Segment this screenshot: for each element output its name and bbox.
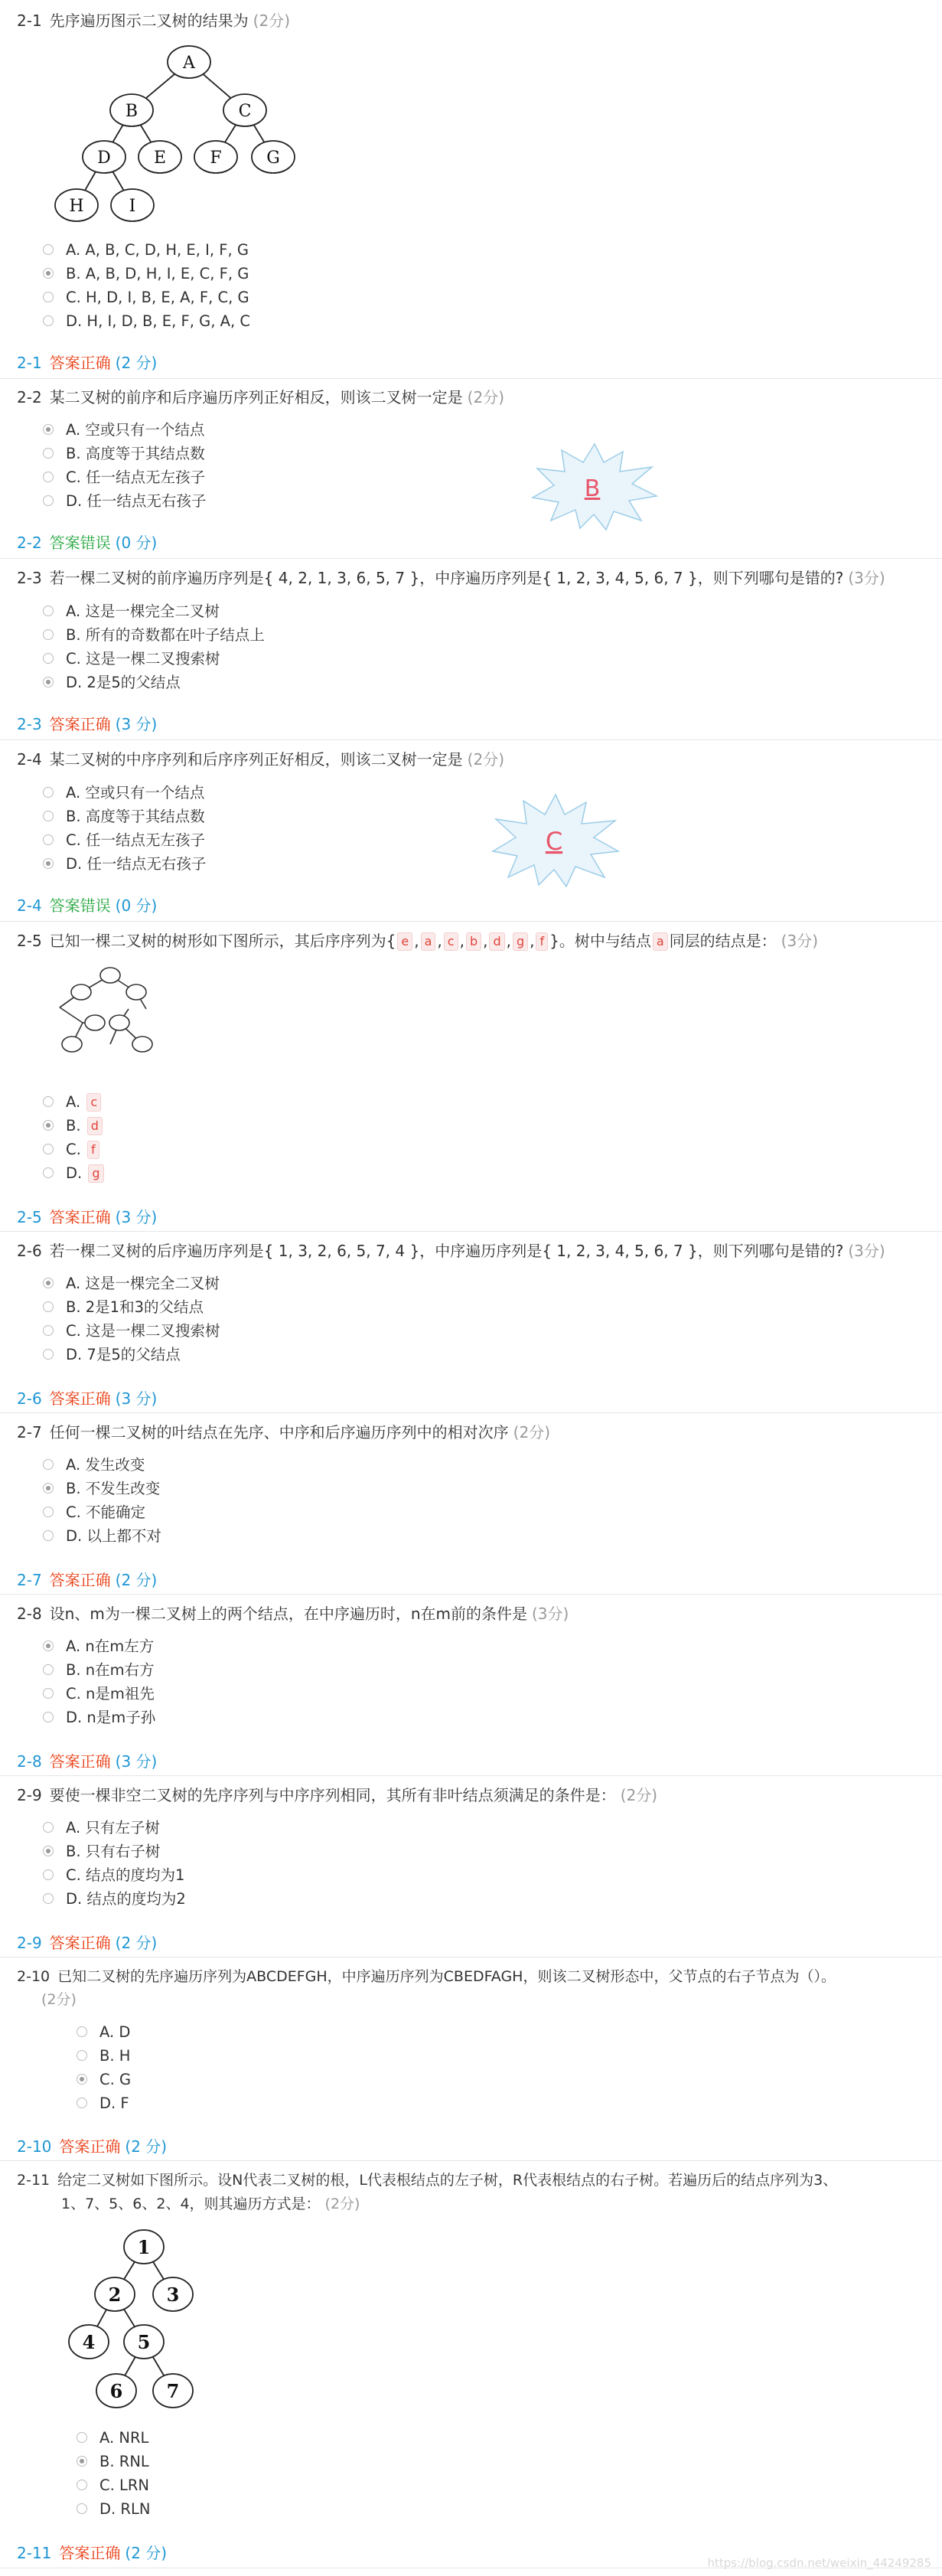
tree-node: I bbox=[129, 197, 136, 216]
option-label: C. 任一结点无左孩子 bbox=[66, 469, 206, 486]
question-number: 2-7 bbox=[17, 1423, 42, 1441]
radio-button[interactable] bbox=[43, 834, 54, 845]
option-label: C. 这是一棵二叉搜索树 bbox=[66, 1322, 220, 1340]
question-text: 给定二叉树如下图所示。设N代表二叉树的根，L代表根结点的左子树，R代表根结点的右子树。若遍历后的结点序列为3、 bbox=[57, 2172, 838, 2189]
code-token: g bbox=[513, 932, 528, 951]
option-d[interactable] bbox=[66, 1344, 181, 1366]
option-b[interactable] bbox=[99, 2450, 149, 2473]
radio-button[interactable] bbox=[43, 1869, 54, 1880]
radio-button[interactable] bbox=[77, 2098, 87, 2108]
radio-button[interactable] bbox=[43, 1641, 54, 1651]
question-number: 2-10 bbox=[17, 1968, 51, 1985]
answer-number: 2-9 bbox=[17, 1934, 42, 1952]
option-b[interactable] bbox=[66, 1115, 104, 1138]
answer-points: (2 分) bbox=[125, 2137, 168, 2156]
question-2-5: 2-5 已知一棵二叉树的树形如下图所示，其后序序列为{ e , a , c , b , d , g , f }。树中与结点 a 同层的结点是： (3分) bbox=[17, 929, 927, 952]
option-a[interactable] bbox=[66, 1817, 160, 1840]
option-d[interactable] bbox=[66, 490, 206, 513]
question-points: (2分) bbox=[41, 1991, 77, 2008]
option-b[interactable] bbox=[66, 1840, 160, 1863]
divider bbox=[0, 1412, 942, 1413]
option-b[interactable] bbox=[66, 624, 265, 647]
question-2-3 bbox=[17, 566, 927, 589]
option-label: A. D bbox=[99, 2023, 131, 2041]
question-text: 已知二叉树的先序遍历序列为ABCDEFGH，中序遍历序列为CBEDFAGH，则该二叉树形态中，父节点的右子节点为（）。 bbox=[57, 1968, 836, 1985]
question-text: 1、7、5、6、2、4，则其遍历方式是： bbox=[61, 2196, 321, 2212]
radio-button[interactable] bbox=[43, 472, 54, 482]
option-d[interactable] bbox=[66, 1525, 161, 1548]
radio-button[interactable] bbox=[43, 424, 54, 435]
answer-result bbox=[17, 1931, 157, 1954]
option-d[interactable] bbox=[66, 1162, 106, 1185]
radio-button[interactable] bbox=[43, 1278, 54, 1288]
question-number: 2-2 bbox=[17, 388, 42, 406]
answer-number: 2-4 bbox=[17, 896, 42, 915]
question-text: 若一棵二叉树的前序遍历序列是{ 4, 2, 1, 3, 6, 5, 7 }，中序遍历序列是{ 1, 2, 3, 4, 5, 6, 7 }，则下列哪句是错的? bbox=[49, 569, 844, 587]
radio-button[interactable] bbox=[43, 315, 54, 326]
radio-button[interactable] bbox=[43, 1688, 54, 1699]
answer-result bbox=[17, 894, 157, 917]
option-b[interactable] bbox=[66, 442, 205, 465]
answer-points: (2 分) bbox=[115, 1934, 158, 1952]
tree-node: D bbox=[97, 149, 111, 168]
radio-button[interactable] bbox=[43, 1507, 54, 1517]
answer-result bbox=[17, 2542, 167, 2565]
radio-button[interactable] bbox=[43, 1664, 54, 1675]
option-a[interactable] bbox=[66, 1091, 103, 1114]
option-d[interactable] bbox=[66, 671, 181, 694]
answer-number: 2-6 bbox=[17, 1389, 42, 1408]
option-label: B. 2是1和3的父结点 bbox=[66, 1298, 204, 1316]
answer-points: (3 分) bbox=[115, 1752, 158, 1771]
tree-diagram-abc bbox=[46, 40, 306, 230]
radio-button[interactable] bbox=[43, 268, 54, 279]
starburst-annotation bbox=[530, 441, 660, 531]
option-c[interactable] bbox=[66, 1501, 145, 1524]
option-d[interactable] bbox=[66, 853, 206, 876]
question-text: 先序遍历图示二叉树的结果为 bbox=[49, 11, 249, 30]
answer-points: (2 分) bbox=[115, 354, 158, 372]
option-label: A. 这是一棵完全二叉树 bbox=[66, 1275, 220, 1292]
tree-node: E bbox=[153, 149, 167, 168]
option-label: C. 结点的度均为1 bbox=[66, 1866, 185, 1884]
option-label: D. 2是5的父结点 bbox=[66, 674, 181, 691]
radio-button[interactable] bbox=[43, 1483, 54, 1494]
code-token: f bbox=[536, 932, 548, 951]
tree-diagram-numbers bbox=[61, 2224, 214, 2421]
option-label: C. 这是一棵二叉搜索树 bbox=[66, 650, 220, 668]
question-text: 某二叉树的中序序列和后序序列正好相反，则该二叉树一定是 bbox=[49, 750, 463, 769]
option-a[interactable] bbox=[66, 782, 204, 805]
radio-button[interactable] bbox=[43, 629, 54, 640]
option-label: B. 高度等于其结点数 bbox=[66, 808, 205, 825]
radio-button[interactable] bbox=[77, 2432, 87, 2443]
starburst-annotation bbox=[490, 792, 621, 888]
tree-node: 5 bbox=[137, 2331, 151, 2353]
divider bbox=[0, 1775, 942, 1776]
code-token: e bbox=[397, 932, 412, 951]
question-2-6 bbox=[17, 1239, 927, 1262]
option-b[interactable] bbox=[66, 805, 205, 828]
question-number: 2-9 bbox=[17, 1786, 42, 1804]
option-c[interactable] bbox=[66, 286, 249, 309]
radio-button[interactable] bbox=[43, 1846, 54, 1856]
question-points: (2分) bbox=[513, 1423, 551, 1441]
radio-button[interactable] bbox=[77, 2503, 87, 2514]
option-label: D. bbox=[66, 1164, 83, 1182]
option-label: C. 不能确定 bbox=[66, 1503, 146, 1521]
code-token: d bbox=[489, 932, 504, 951]
option-label: A. NRL bbox=[99, 2429, 149, 2447]
option-label: A. 只有左子树 bbox=[66, 1819, 160, 1837]
question-number: 2-1 bbox=[17, 11, 42, 30]
answer-status: 答案正确 bbox=[49, 1934, 111, 1952]
option-d[interactable] bbox=[66, 1706, 155, 1729]
question-number: 2-11 bbox=[17, 2172, 51, 2189]
option-c[interactable] bbox=[66, 1864, 184, 1887]
radio-button[interactable] bbox=[43, 1459, 54, 1470]
radio-button[interactable] bbox=[77, 2050, 87, 2061]
option-label: B. A, B, D, H, I, E, C, F, G bbox=[66, 265, 249, 282]
code-token: c bbox=[86, 1093, 101, 1112]
answer-status: 答案错误 bbox=[49, 534, 111, 552]
tree-node: A bbox=[183, 54, 195, 73]
option-a[interactable] bbox=[99, 2427, 148, 2450]
option-a[interactable] bbox=[66, 600, 220, 623]
tree-node: H bbox=[69, 197, 84, 216]
answer-points: (3 分) bbox=[115, 1208, 158, 1226]
radio-button[interactable] bbox=[43, 1301, 54, 1312]
radio-button[interactable] bbox=[43, 858, 54, 869]
radio-button[interactable] bbox=[43, 1349, 54, 1360]
answer-points: (2 分) bbox=[125, 2544, 168, 2562]
option-d[interactable] bbox=[99, 2498, 150, 2521]
option-b[interactable] bbox=[99, 2045, 130, 2068]
answer-status: 答案正确 bbox=[59, 2544, 121, 2562]
option-label: A. bbox=[66, 1093, 81, 1111]
radio-button[interactable] bbox=[43, 787, 54, 798]
answer-status: 答案正确 bbox=[49, 715, 111, 733]
option-c[interactable] bbox=[66, 1683, 155, 1706]
radio-button[interactable] bbox=[43, 1530, 54, 1541]
radio-button[interactable] bbox=[43, 811, 54, 821]
answer-status: 答案正确 bbox=[59, 2137, 121, 2156]
divider bbox=[0, 921, 942, 922]
watermark: https://blog.csdn.net/weixin_44249285 bbox=[707, 2556, 931, 2570]
tree-node: 3 bbox=[166, 2284, 180, 2306]
radio-button[interactable] bbox=[43, 1325, 54, 1336]
tree-node: C bbox=[238, 102, 252, 121]
option-c[interactable] bbox=[66, 1138, 101, 1161]
question-text: 若一棵二叉树的后序遍历序列是{ 1, 3, 2, 6, 5, 7, 4 }，中序遍历序列是{ 1, 2, 3, 4, 5, 6, 7 }，则下列哪句是错的? bbox=[49, 1242, 844, 1260]
option-label: B. 只有右子树 bbox=[66, 1843, 161, 1860]
question-number: 2-4 bbox=[17, 750, 42, 769]
tree-node: 7 bbox=[166, 2380, 180, 2402]
code-token: b bbox=[466, 932, 481, 951]
answer-points: (3 分) bbox=[115, 1389, 158, 1408]
answer-result bbox=[17, 1206, 157, 1229]
option-c[interactable] bbox=[66, 829, 205, 852]
tree-node: B bbox=[125, 102, 139, 121]
option-label: C. LRN bbox=[99, 2476, 150, 2494]
burst-label: C bbox=[545, 827, 563, 856]
radio-button[interactable] bbox=[43, 292, 54, 302]
answer-number: 2-3 bbox=[17, 715, 42, 733]
divider bbox=[0, 558, 942, 559]
code-token: c bbox=[444, 932, 458, 951]
option-a[interactable] bbox=[66, 1635, 154, 1658]
radio-button[interactable] bbox=[43, 1096, 54, 1107]
option-b[interactable] bbox=[66, 1296, 204, 1319]
code-token: a bbox=[653, 932, 668, 951]
option-label: D. H, I, D, B, E, F, G, A, C bbox=[66, 312, 250, 330]
question-number: 2-8 bbox=[17, 1605, 42, 1623]
question-2-11-line2 bbox=[61, 2192, 927, 2215]
answer-points: (3 分) bbox=[115, 715, 158, 733]
option-c[interactable] bbox=[99, 2068, 131, 2091]
answer-result bbox=[17, 1750, 157, 1773]
radio-button[interactable] bbox=[43, 606, 54, 616]
answer-status: 答案正确 bbox=[49, 354, 111, 372]
option-label: D. n是m子孙 bbox=[66, 1709, 156, 1726]
question-text: 设n、m为一棵二叉树上的两个结点，在中序遍历时，n在m前的条件是 bbox=[49, 1605, 527, 1623]
question-text: }。树中与结点 bbox=[549, 932, 651, 950]
question-2-2 bbox=[17, 386, 927, 409]
option-a[interactable] bbox=[66, 1454, 145, 1477]
tree-node: 4 bbox=[82, 2331, 96, 2353]
divider bbox=[0, 739, 942, 740]
option-a[interactable] bbox=[99, 2021, 130, 2044]
question-2-7 bbox=[17, 1421, 927, 1444]
option-d[interactable] bbox=[66, 1888, 186, 1911]
radio-button[interactable] bbox=[43, 448, 54, 459]
option-c[interactable] bbox=[99, 2474, 149, 2497]
answer-result bbox=[17, 1387, 157, 1410]
option-label: A. 这是一棵完全二叉树 bbox=[66, 602, 220, 620]
question-2-10 bbox=[17, 1965, 920, 2011]
option-label: C. bbox=[66, 1141, 81, 1158]
option-label: C. 任一结点无左孩子 bbox=[66, 831, 206, 849]
code-token: f bbox=[87, 1141, 99, 1159]
answer-number: 2-2 bbox=[17, 534, 42, 552]
code-token: a bbox=[421, 932, 436, 951]
answer-result bbox=[17, 1569, 157, 1592]
answer-number: 2-11 bbox=[17, 2544, 52, 2562]
divider bbox=[0, 1231, 942, 1232]
radio-button[interactable] bbox=[43, 1893, 54, 1904]
question-points: (2分) bbox=[324, 2196, 360, 2212]
tree-diagram-shape bbox=[51, 963, 165, 1063]
radio-button[interactable] bbox=[43, 1712, 54, 1722]
option-label: B. 高度等于其结点数 bbox=[66, 445, 205, 462]
answer-status: 答案正确 bbox=[49, 1752, 111, 1771]
option-label: B. H bbox=[99, 2047, 131, 2065]
divider bbox=[0, 2160, 942, 2161]
question-text: 任何一棵二叉树的叶结点在先序、中序和后序遍历序列中的相对次序 bbox=[49, 1423, 509, 1441]
answer-status: 答案错误 bbox=[49, 896, 111, 915]
option-label: C. H, D, I, B, E, A, F, C, G bbox=[66, 289, 249, 306]
option-a[interactable] bbox=[66, 239, 249, 262]
answer-result bbox=[17, 351, 157, 374]
question-number: 2-6 bbox=[17, 1242, 42, 1260]
option-label: D. 结点的度均为2 bbox=[66, 1890, 186, 1908]
code-token: g bbox=[88, 1164, 103, 1183]
question-2-1 bbox=[17, 9, 927, 32]
question-2-8 bbox=[17, 1602, 927, 1625]
answer-number: 2-10 bbox=[17, 2137, 52, 2156]
option-label: D. 7是5的父结点 bbox=[66, 1346, 181, 1363]
option-label: C. n是m祖先 bbox=[66, 1685, 155, 1703]
question-text: 某二叉树的前序和后序遍历序列正好相反，则该二叉树一定是 bbox=[49, 388, 463, 406]
answer-number: 2-1 bbox=[17, 354, 42, 372]
option-d[interactable] bbox=[99, 2092, 129, 2115]
radio-button[interactable] bbox=[43, 653, 54, 664]
radio-button[interactable] bbox=[43, 1120, 54, 1131]
option-a[interactable] bbox=[66, 1272, 220, 1295]
answer-status: 答案正确 bbox=[49, 1389, 111, 1408]
question-text: 已知一棵二叉树的树形如下图所示，其后序序列为{ bbox=[49, 932, 396, 950]
question-points: (2分) bbox=[467, 750, 505, 769]
question-text: 同层的结点是： bbox=[669, 932, 777, 950]
question-number: 2-3 bbox=[17, 569, 42, 587]
question-number: 2-5 bbox=[17, 932, 42, 950]
radio-button[interactable] bbox=[77, 2074, 87, 2085]
question-points: (3分) bbox=[848, 1242, 885, 1260]
radio-button[interactable] bbox=[43, 244, 54, 255]
option-label: B. n在m右方 bbox=[66, 1661, 155, 1679]
tree-node: 2 bbox=[108, 2284, 122, 2306]
question-points: (3分) bbox=[781, 932, 819, 950]
answer-result bbox=[17, 713, 157, 736]
option-label: D. RLN bbox=[99, 2500, 151, 2518]
answer-number: 2-7 bbox=[17, 1571, 42, 1589]
option-label: A. 发生改变 bbox=[66, 1456, 145, 1474]
option-a[interactable] bbox=[66, 419, 204, 442]
option-label: B. bbox=[66, 1117, 81, 1135]
option-label: A. 空或只有一个结点 bbox=[66, 421, 205, 439]
option-b[interactable] bbox=[66, 1659, 155, 1682]
option-label: A. A, B, C, D, H, E, I, F, G bbox=[66, 241, 249, 259]
tree-node: G bbox=[266, 149, 280, 168]
tree-node: F bbox=[210, 149, 222, 168]
divider bbox=[0, 1594, 942, 1595]
tree-node: 1 bbox=[137, 2236, 151, 2258]
answer-number: 2-8 bbox=[17, 1752, 42, 1771]
option-label: B. 所有的奇数都在叶子结点上 bbox=[66, 626, 265, 644]
option-b[interactable] bbox=[66, 263, 249, 286]
question-points: (2分) bbox=[467, 388, 505, 406]
question-points: (2分) bbox=[620, 1786, 658, 1804]
option-label: A. 空或只有一个结点 bbox=[66, 784, 205, 802]
answer-points: (0 分) bbox=[115, 534, 158, 552]
answer-result bbox=[17, 531, 157, 554]
answer-status: 答案正确 bbox=[49, 1208, 111, 1226]
tree-node: 6 bbox=[109, 2380, 123, 2402]
radio-button[interactable] bbox=[77, 2026, 87, 2037]
option-label: B. 不发生改变 bbox=[66, 1480, 161, 1497]
question-2-11 bbox=[17, 2169, 927, 2192]
option-b[interactable] bbox=[66, 1477, 160, 1500]
option-d[interactable] bbox=[66, 310, 250, 333]
option-label: D. 以上都不对 bbox=[66, 1527, 161, 1545]
question-text: 要使一棵非空二叉树的先序序列与中序序列相同，其所有非叶结点须满足的条件是： bbox=[49, 1786, 616, 1804]
option-label: B. RNL bbox=[99, 2453, 149, 2470]
radio-button[interactable] bbox=[43, 1167, 54, 1178]
option-c[interactable] bbox=[66, 1320, 220, 1343]
answer-points: (2 分) bbox=[115, 1571, 158, 1589]
answer-status: 答案正确 bbox=[49, 1571, 111, 1589]
question-points: (3分) bbox=[532, 1605, 569, 1623]
radio-button[interactable] bbox=[43, 495, 54, 506]
option-label: C. G bbox=[99, 2071, 132, 2088]
radio-button[interactable] bbox=[43, 1144, 54, 1154]
code-token: d bbox=[87, 1117, 103, 1135]
question-2-9 bbox=[17, 1784, 927, 1807]
question-2-4 bbox=[17, 748, 927, 771]
option-c[interactable] bbox=[66, 648, 220, 671]
question-points: (2分) bbox=[253, 11, 291, 30]
radio-button[interactable] bbox=[77, 2456, 87, 2467]
question-points: (3分) bbox=[848, 569, 885, 587]
option-label: D. F bbox=[99, 2094, 129, 2112]
option-label: D. 任一结点无右孩子 bbox=[66, 855, 207, 873]
radio-button[interactable] bbox=[43, 677, 54, 687]
answer-number: 2-5 bbox=[17, 1208, 42, 1226]
radio-button[interactable] bbox=[77, 2480, 87, 2490]
divider bbox=[0, 378, 942, 379]
burst-label: B bbox=[584, 475, 601, 502]
option-label: D. 任一结点无右孩子 bbox=[66, 492, 207, 510]
answer-result bbox=[17, 2135, 167, 2158]
answer-points: (0 分) bbox=[115, 896, 158, 915]
option-label: A. n在m左方 bbox=[66, 1637, 155, 1655]
option-c[interactable] bbox=[66, 466, 205, 489]
radio-button[interactable] bbox=[43, 1822, 54, 1833]
